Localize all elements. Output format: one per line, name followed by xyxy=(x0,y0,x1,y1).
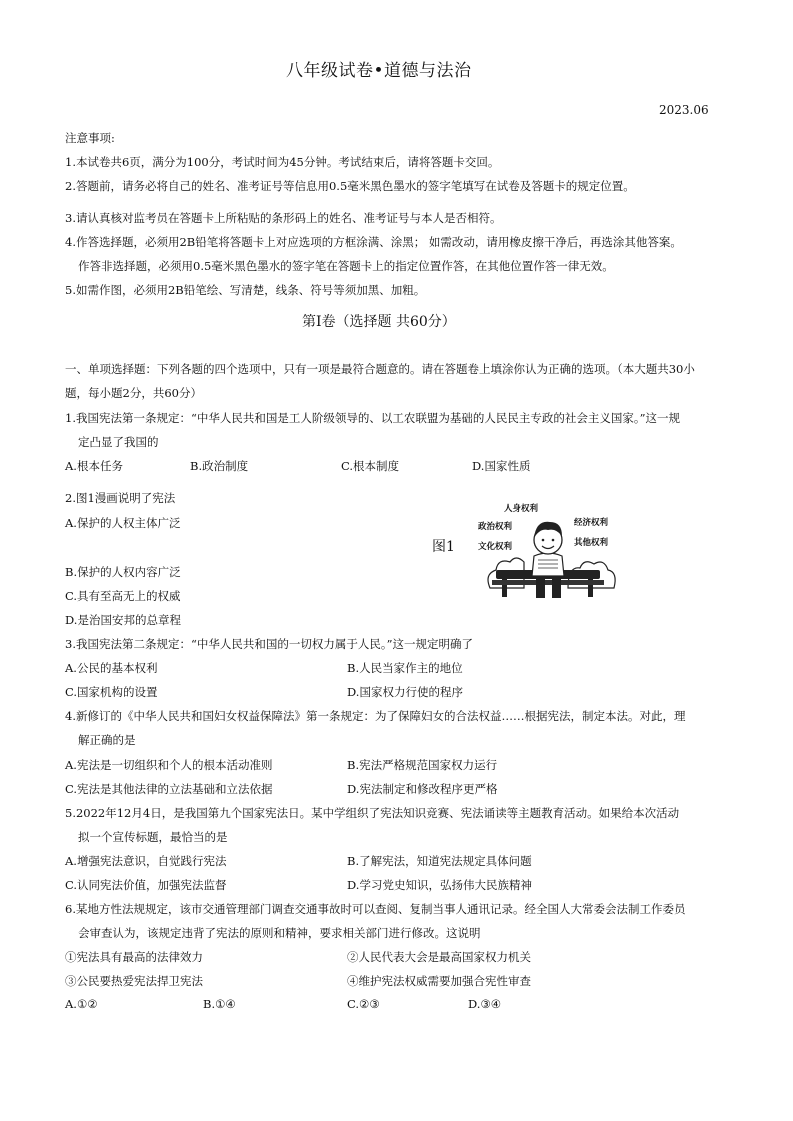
exam-date: 2023.06 xyxy=(659,103,709,117)
q6-option-b: B.①④ xyxy=(203,997,236,1011)
instructions-line-1: 一、单项选择题：下列各题的四个选项中，只有一项是最符合题意的。请在答题卷上填涂你认为正确的选项。（本大题共30小 xyxy=(65,362,695,376)
figure-word-3: 经济权利 xyxy=(574,518,609,528)
q4-option-c: C.宪法是其他法律的立法基础和立法依据 xyxy=(65,782,273,796)
q6-statement-3: ③公民要热爱宪法捍卫宪法 xyxy=(65,974,203,988)
q3-option-d: D.国家权力行使的程序 xyxy=(347,685,463,699)
q2-option-a: A.保护的人权主体广泛 xyxy=(65,516,181,530)
q5-option-b: B.了解宪法，知道宪法规定具体问题 xyxy=(347,854,532,868)
notice-item-4-cont: 作答非选择题，必须用0.5毫米黑色墨水的签字笔在答题卡上的指定位置作答，在其他位置作答一律无效。 xyxy=(78,259,614,273)
q1-stem: 1.我国宪法第一条规定：“中华人民共和国是工人阶级领导的、以工农联盟为基础的人民民主专政的社会主义国家。”这一规 xyxy=(65,411,680,425)
figure-word-2: 政治权利 xyxy=(478,522,513,532)
q1-option-b: B.政治制度 xyxy=(190,459,249,473)
figure-1-label: 图1 xyxy=(432,539,455,555)
q4-option-d: D.宪法制定和修改程序更严格 xyxy=(347,782,498,796)
q3-stem: 3.我国宪法第二条规定：“中华人民共和国的一切权力属于人民。”这一规定明确了 xyxy=(65,637,473,651)
q6-option-d: D.③④ xyxy=(468,997,502,1011)
instructions-line-2: 题，每小题2分，共60分） xyxy=(65,386,202,400)
q5-option-a: A.增强宪法意识，自觉践行宪法 xyxy=(65,854,227,868)
q6-option-a: A.①② xyxy=(65,997,98,1011)
notice-heading: 注意事项: xyxy=(65,131,115,145)
q1-option-c: C.根本制度 xyxy=(341,459,400,473)
q6-stem-cont: 会审查认为，该规定违背了宪法的原则和精神，要求相关部门进行修改。这说明 xyxy=(78,926,481,940)
figure-word-1: 人身权利 xyxy=(504,504,539,514)
q4-option-a: A.宪法是一切组织和个人的根本活动准则 xyxy=(65,758,273,772)
q1-option-a: A.根本任务 xyxy=(65,459,123,473)
notice-item-1: 1.本试卷共6页，满分为100分，考试时间为45分钟。考试结束后，请将答题卡交回。 xyxy=(65,155,500,169)
q6-option-c: C.②③ xyxy=(347,997,380,1011)
q4-option-b: B.宪法严格规范国家权力运行 xyxy=(347,758,498,772)
notice-item-4: 4.作答选择题，必须用2B铅笔将答题卡上对应选项的方框涂满、涂黑； 如需改动，请用橡皮擦干净后，再选涂其他答案。 xyxy=(65,235,682,249)
page-title: 八年级试卷•道德与法治 xyxy=(286,61,472,81)
q6-stem: 6.某地方性法规规定，该市交通管理部门调查交通事故时可以查阅、复制当事人通讯记录。经全国人大常委会法制工作委员 xyxy=(65,902,686,916)
q3-option-b: B.人民当家作主的地位 xyxy=(347,661,463,675)
q2-stem: 2.图1漫画说明了宪法 xyxy=(65,491,176,505)
q3-option-c: C.国家机构的设置 xyxy=(65,685,158,699)
figure-word-5: 其他权利 xyxy=(574,538,609,548)
q4-stem: 4.新修订的《中华人民共和国妇女权益保障法》第一条规定：为了保障妇女的合法权益……根据宪法，制定本法。对此，理 xyxy=(65,709,686,723)
q5-option-c: C.认同宪法价值，加强宪法监督 xyxy=(65,878,227,892)
cartoon-illustration xyxy=(468,496,628,608)
notice-item-3: 3.请认真核对监考员在答题卡上所粘贴的条形码上的姓名、准考证号与本人是否相符。 xyxy=(65,211,502,225)
q2-option-d: D.是治国安邦的总章程 xyxy=(65,613,181,627)
section-title: 第Ⅰ卷（选择题 共60分） xyxy=(302,314,456,330)
figure-word-4: 文化权利 xyxy=(478,542,513,552)
notice-item-2: 2.答题前，请务必将自己的姓名、准考证号等信息用0.5毫米黑色墨水的签字笔填写在试卷及答题卡的规定位置。 xyxy=(65,179,635,193)
notice-item-5: 5.如需作图，必须用2B铅笔绘、写清楚，线条、符号等须加黑、加粗。 xyxy=(65,283,426,297)
cartoon-figure-1 xyxy=(468,496,628,608)
q1-option-d: D.国家性质 xyxy=(472,459,531,473)
q2-option-b: B.保护的人权内容广泛 xyxy=(65,565,181,579)
q1-stem-cont: 定凸显了我国的 xyxy=(78,435,159,449)
q5-stem-cont: 拟一个宣传标题，最恰当的是 xyxy=(78,830,228,844)
q5-stem: 5.2022年12月4日，是我国第九个国家宪法日。某中学组织了宪法知识竞赛、宪法诵读等主题教育活动。如果给本次活动 xyxy=(65,806,680,820)
q3-option-a: A.公民的基本权利 xyxy=(65,661,158,675)
q6-statement-2: ②人民代表大会是最高国家权力机关 xyxy=(347,950,531,964)
q2-option-c: C.具有至高无上的权威 xyxy=(65,589,181,603)
q5-option-d: D.学习党史知识，弘扬伟大民族精神 xyxy=(347,878,532,892)
q6-statement-1: ①宪法具有最高的法律效力 xyxy=(65,950,203,964)
q6-statement-4: ④维护宪法权威需要加强合宪性审查 xyxy=(347,974,531,988)
q4-stem-cont: 解正确的是 xyxy=(78,733,136,747)
